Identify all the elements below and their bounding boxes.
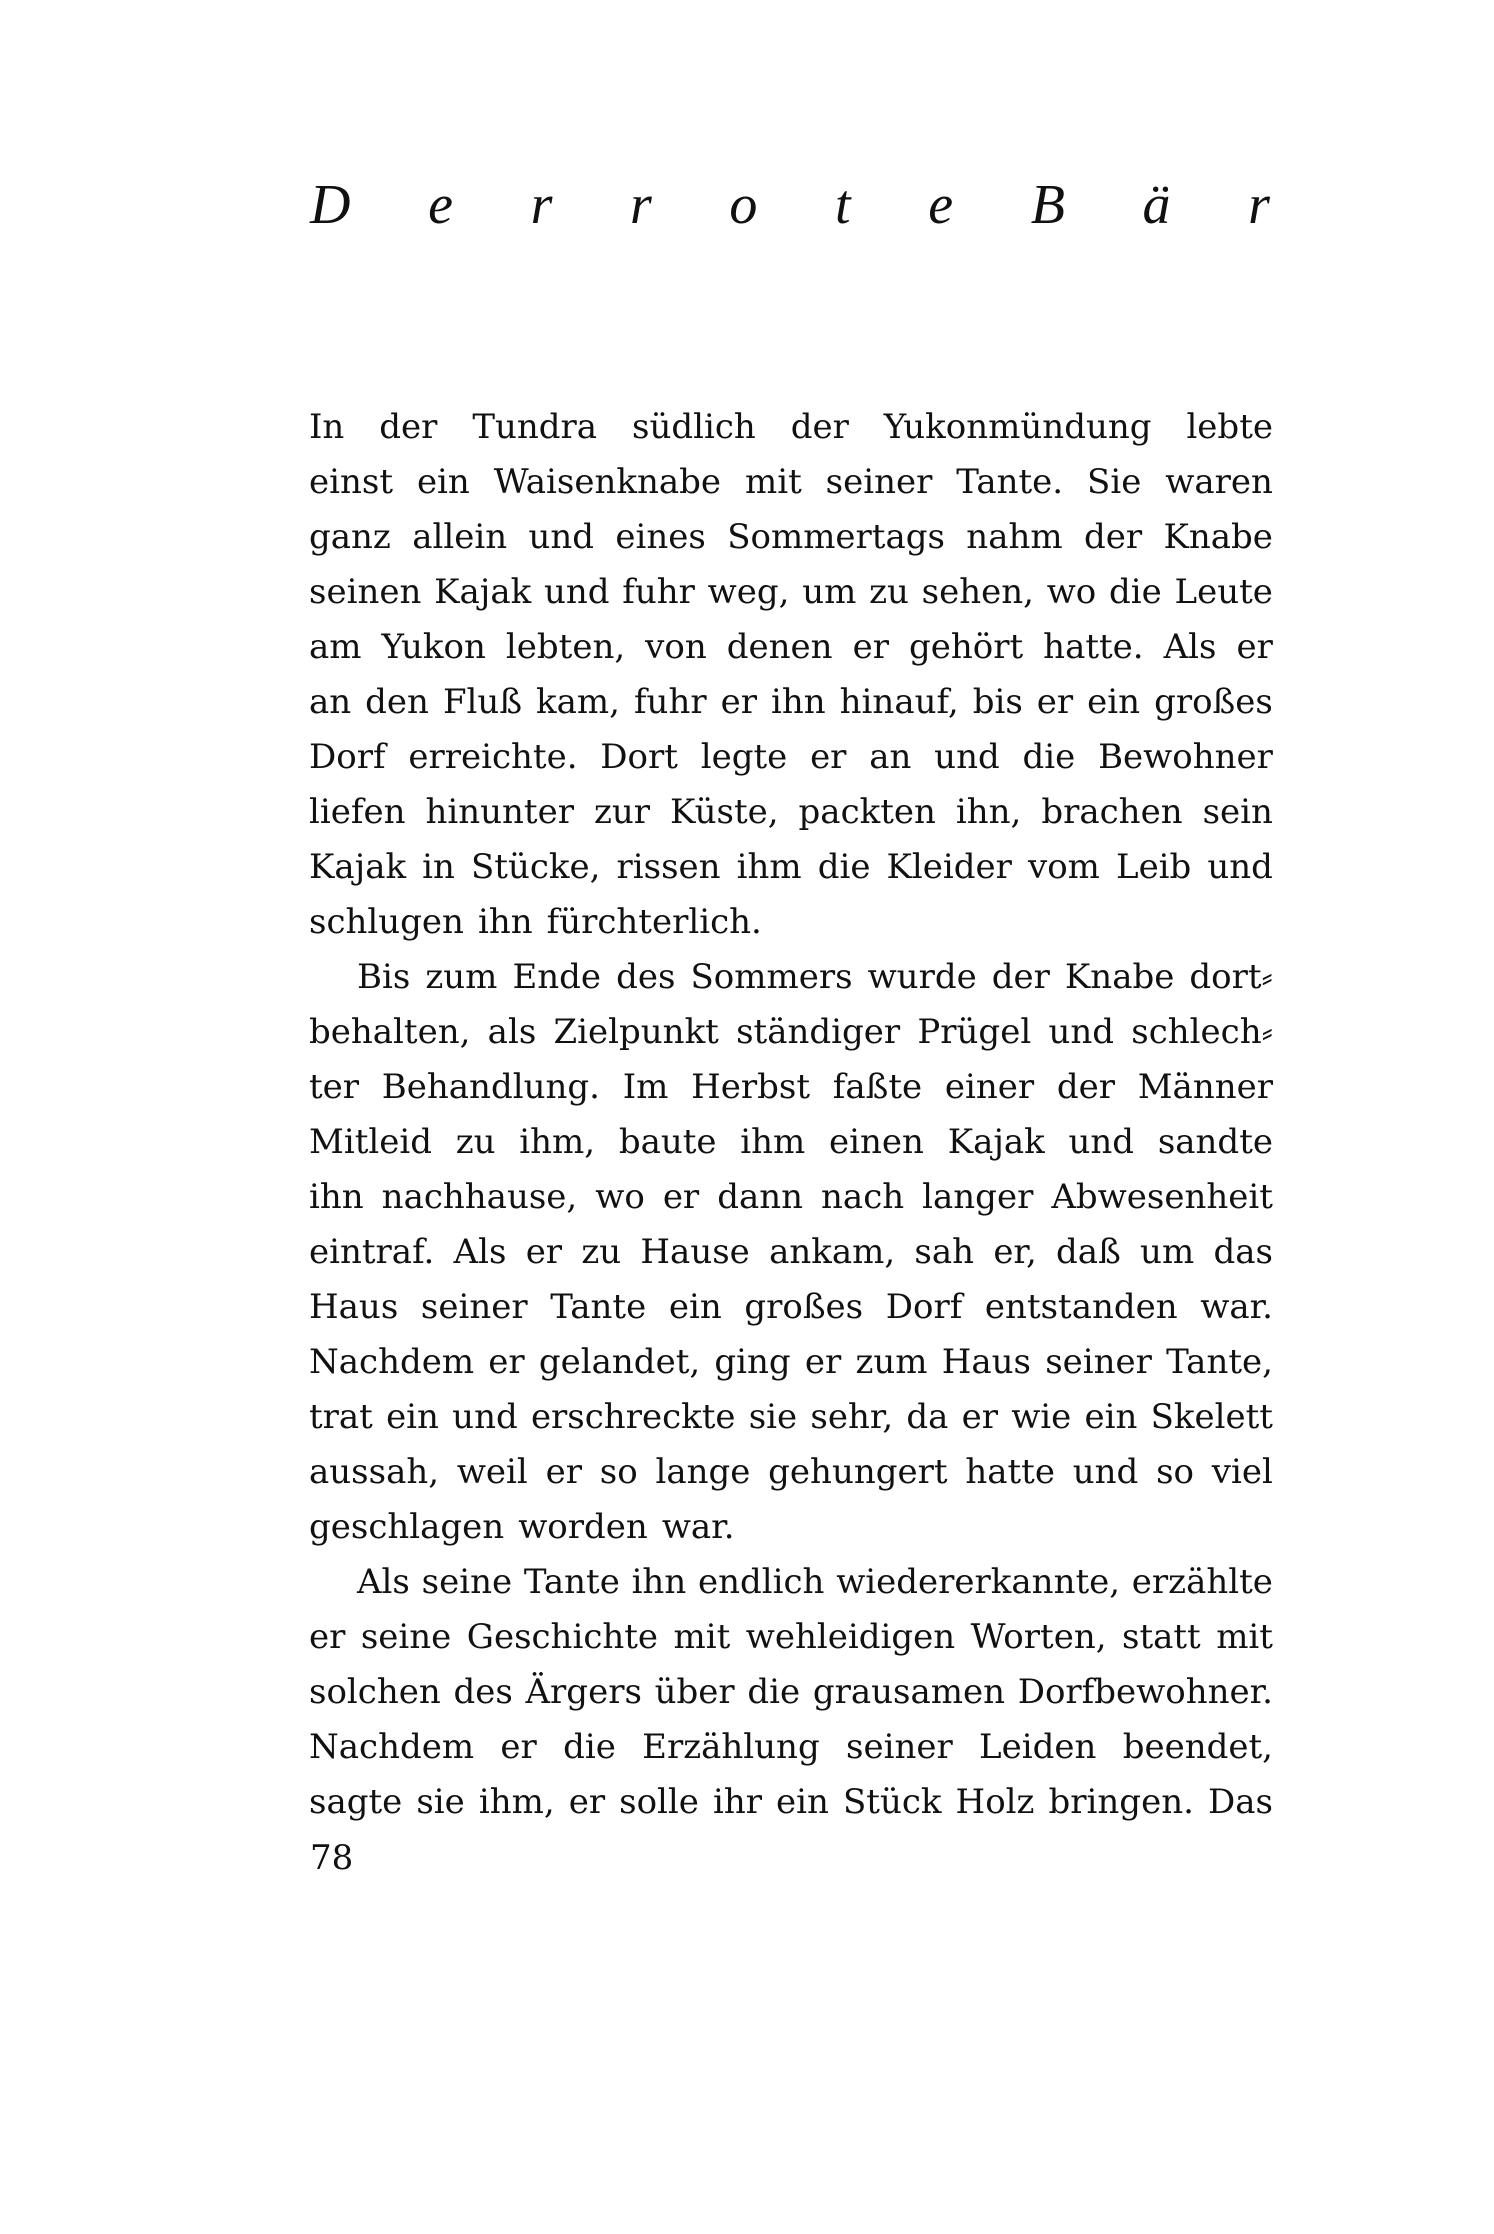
text-line: solchen des Ärgers über die grausamen Dorfbewohner. xyxy=(309,1672,1273,1712)
text-line: Nachdem er gelandet, ging er zum Haus seiner Tante, xyxy=(309,1342,1273,1382)
text-line: Bis zum Ende des Sommers wurde der Knabe dort⸗ xyxy=(357,957,1273,997)
text-line: Kajak in Stücke, rissen ihm die Kleider vom Leib und xyxy=(309,847,1273,887)
text-line: Dorf erreichte. Dort legte er an und die Bewohner xyxy=(309,737,1273,777)
body-text xyxy=(309,400,1273,1830)
text-line: sagte sie ihm, er solle ihr ein Stück Holz bringen. Das xyxy=(309,1782,1273,1822)
text-line: am Yukon lebten, von denen er gehört hatte. Als er xyxy=(309,627,1273,667)
text-line: Nachdem er die Erzählung seiner Leiden beendet, xyxy=(309,1727,1273,1767)
text-line: an den Fluß kam, fuhr er ihn hinauf, bis er ein großes xyxy=(309,682,1273,722)
title-letter: r xyxy=(1248,174,1270,236)
text-line: trat ein und erschreckte sie sehr, da er wie ein Skelett xyxy=(309,1397,1273,1437)
page-number: 78 xyxy=(310,1838,354,1878)
text-line: behalten, als Zielpunkt ständiger Prügel und schlech⸗ xyxy=(309,1012,1273,1052)
title-letter: B xyxy=(1030,174,1065,236)
title-letter: r xyxy=(629,174,652,236)
title-letter: e xyxy=(428,174,453,236)
text-line: Mitleid zu ihm, baute ihm einen Kajak und sandte xyxy=(309,1122,1273,1162)
chapter-title xyxy=(310,170,1270,240)
text-line: geschlagen worden war. xyxy=(309,1507,735,1547)
text-line: liefen hinunter zur Küste, packten ihn, brachen sein xyxy=(309,792,1273,832)
text-line: seinen Kajak und fuhr weg, um zu sehen, wo die Leute xyxy=(309,572,1273,612)
text-line: eintraf. Als er zu Hause ankam, sah er, daß um das xyxy=(309,1232,1273,1272)
text-line: einst ein Waisenknabe mit seiner Tante. Sie waren xyxy=(309,462,1273,502)
text-line: In der Tundra südlich der Yukonmündung lebte xyxy=(309,407,1273,447)
text-line: Haus seiner Tante ein großes Dorf entstanden war. xyxy=(309,1287,1273,1327)
title-letter: ä xyxy=(1142,174,1171,236)
title-letter: e xyxy=(928,174,954,236)
text-line: ihn nachhause, wo er dann nach langer Abwesenheit xyxy=(309,1177,1273,1217)
text-line: aussah, weil er so lange gehungert hatte und so viel xyxy=(309,1452,1273,1492)
text-line: schlugen ihn fürchterlich. xyxy=(309,902,762,942)
text-line: Als seine Tante ihn endlich wiedererkannte, erzählte xyxy=(357,1562,1273,1602)
text-line: ter Behandlung. Im Herbst faßte einer der Männer xyxy=(309,1067,1273,1107)
text-line: ganz allein und eines Sommertags nahm der Knabe xyxy=(309,517,1273,557)
title-letter: r xyxy=(530,174,553,236)
title-letter: t xyxy=(835,174,851,236)
title-letter: o xyxy=(729,174,758,236)
text-line: er seine Geschichte mit wehleidigen Worten, statt mit xyxy=(309,1617,1273,1657)
title-letter: D xyxy=(310,174,351,236)
